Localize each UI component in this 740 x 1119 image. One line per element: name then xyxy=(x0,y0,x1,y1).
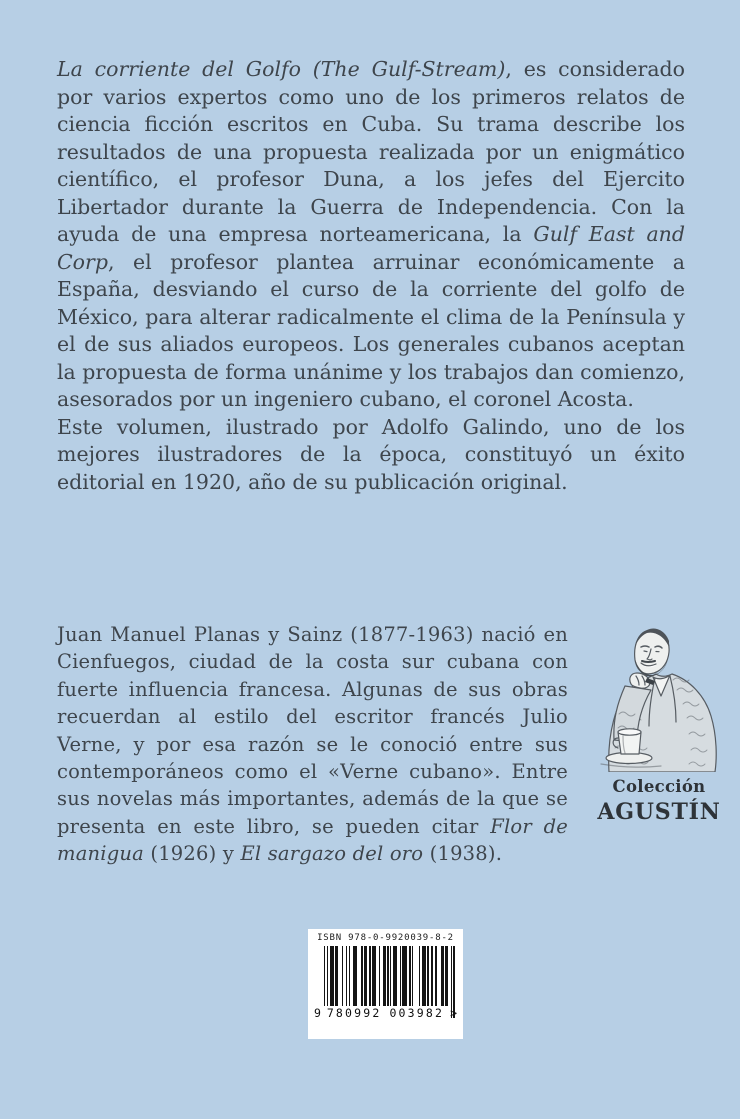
book-title-italic: La corriente del Golfo (The Gulf-Stream) xyxy=(57,57,506,81)
barcode-arrow: > xyxy=(450,1006,457,1020)
author-sketch-illustration xyxy=(589,616,729,772)
author-bio-text xyxy=(57,621,568,868)
bio-run: (1938). xyxy=(423,842,503,866)
novel-title-italic: El sargazo del oro xyxy=(240,842,424,866)
synopsis-paragraph-1 xyxy=(57,56,685,414)
barcode-digit-group-1: 780992 xyxy=(324,1006,385,1020)
collection-name: AGUSTÍN xyxy=(597,799,721,825)
company-name-italic: Gulf East and Corp xyxy=(57,222,686,274)
author-bio-paragraph xyxy=(57,621,568,868)
barcode xyxy=(308,929,463,1039)
collection-logo xyxy=(580,616,738,825)
synopsis-paragraph-2: Este volumen, ilustrado por Adolfo Galindo, uno de los mejores ilustradores de la época, constituyó un éxito editorial en 1920, año de su publicación original. xyxy=(57,414,685,494)
isbn-label: ISBN 978-0-9920039-8-2 xyxy=(317,933,454,943)
barcode-digit-left: 9 xyxy=(314,1006,321,1020)
synopsis-run: , es considerado por varios expertos como uno de los primeros relatos de ciencia ficción escritos en Cuba. Su trama describe los resultados de una propuesta realizada por un enigmático científico, el profesor Duna, a los jefes del Ejercito Libertador durante la Guerra de Independencia. Con la ayuda de una empresa norteamericana, la xyxy=(57,57,686,246)
bio-run: Juan Manuel Planas y Sainz (1877-1963) nació en Cienfuegos, ciudad de la costa sur cubana con fuerte influencia francesa. Algunas de sus obras recuerdan al estilo del escritor francés Julio Verne, y por esa razón se le conoció entre sus contemporáneos como el «Verne cubano». Entre sus novelas más importantes, además de la que se presenta en este libro, se pueden citar xyxy=(57,623,568,838)
collection-label: Colección xyxy=(612,777,706,796)
synopsis-text xyxy=(57,56,685,496)
barcode-digits xyxy=(314,1006,457,1020)
bio-run: (1926) y xyxy=(143,842,241,866)
synopsis-run: , el profesor plantea arruinar económicamente a España, desviando el curso de la corriente del golfo de México, para alterar radicalmente el clima de la Península y el de sus aliados europeos. Los generales cubanos aceptan la propuesta de forma unánime y los trabajos dan comienzo, asesorados por un ingeniero cubano, el coronel Acosta. xyxy=(57,249,685,411)
barcode-digit-group-2: 003982 xyxy=(386,1006,447,1020)
novel-title-italic: Flor de manigua xyxy=(57,814,568,866)
